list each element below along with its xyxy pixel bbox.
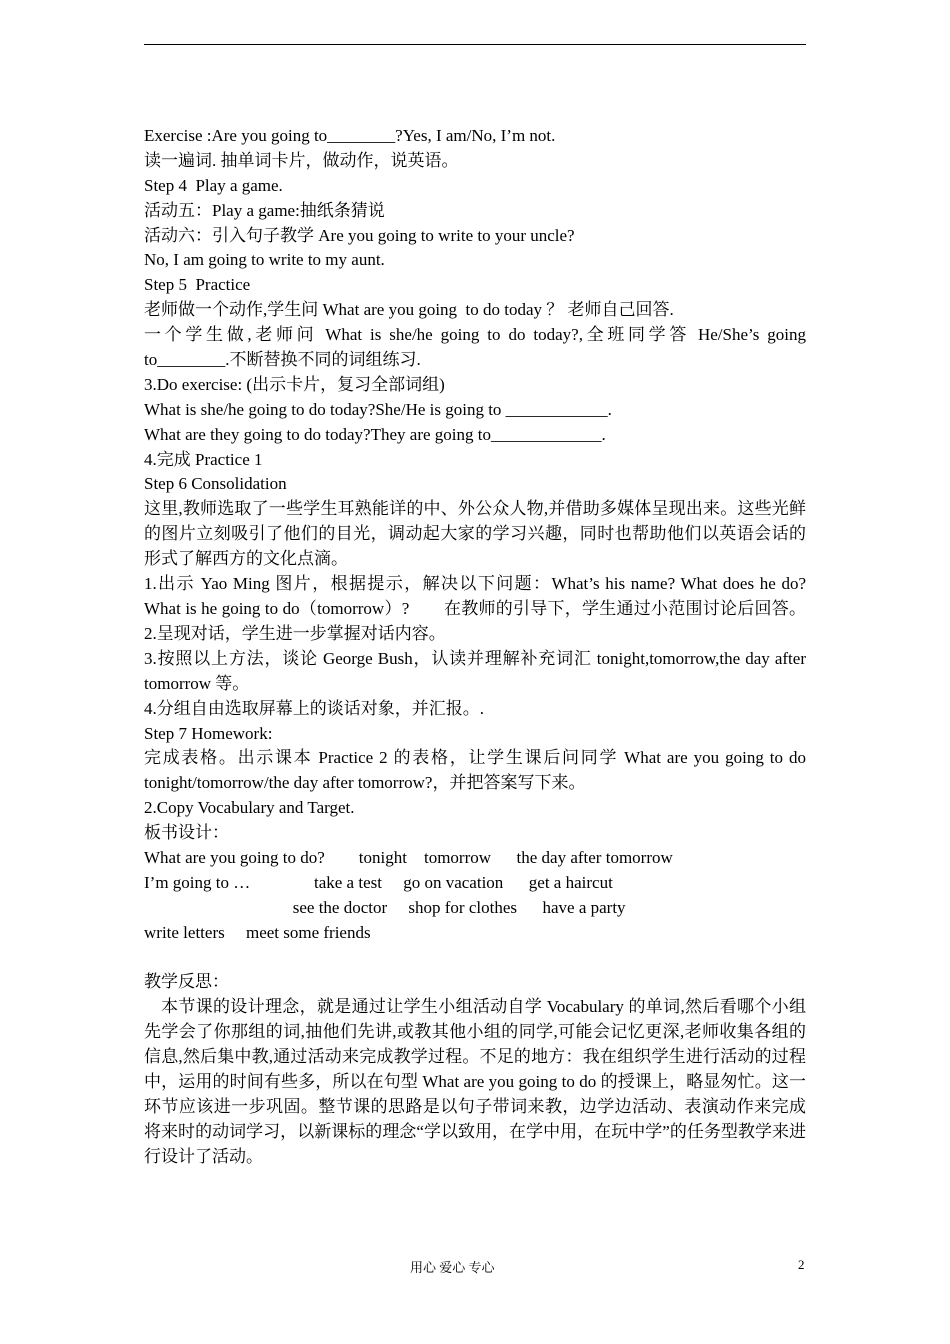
document-body (144, 124, 806, 1170)
spacer (144, 946, 806, 971)
board-line: write letters meet some friends (144, 922, 371, 942)
text-line: 活动六：引入句子教学 Are you going to write to your uncle? (144, 225, 575, 245)
text-line: What is she/he going to do today?She/He is going to ____________. (144, 399, 612, 419)
exercise-line: Exercise :Are you going to________?Yes, I am/No, I’m not. (144, 126, 556, 145)
text-line: 3.Do exercise: (出示卡片，复习全部词组) (144, 374, 445, 394)
reflection-heading: 教学反思： (144, 972, 229, 992)
text-line: 2.Copy Vocabulary and Target. (144, 798, 355, 818)
header-rule (144, 44, 806, 45)
text-line: 4.分组自由选取屏幕上的谈话对象，并汇报。. (144, 698, 484, 718)
text-line: 活动五：Play a game:抽纸条猜说 (144, 200, 385, 220)
reflection-paragraph: 本节课的设计理念，就是通过让学生小组活动自学 Vocabulary 的单词,然后看哪个小组先学会了你那组的词,抽他们先讲,或教其他小组的同学,可能会记忆更深,老师收集各组的信息,然后集中教,通过活动来完成教学过程。不足的地方：我在组织学生进行活动的过程中，运用的时间有些多，所以在句型 What are you going to do 的授课上，略显匆忙。这一环节应该进一步巩固。整节课的思路是以句子带词来教，边学边活动、表演动作来完成将来时的动词学习，以新课标的理念“学以致用，在学中用，在玩中学”的任务型教学来进行设计了活动。 (144, 997, 806, 1166)
text-line: 读一遍词. 抽单词卡片，做动作，说英语。 (144, 150, 459, 170)
text-line: What are they going to do today?They are going to_____________. (144, 424, 606, 444)
text-line: No, I am going to write to my aunt. (144, 250, 385, 270)
consolidation-paragraph: 这里,教师选取了一些学生耳熟能详的中、外公众人物,并借助多媒体呈现出来。这些光鲜的图片立刻吸引了他们的目光，调动起大家的学习兴趣，同时也帮助他们以英语会话的形式了解西方的文化点滴。 (144, 499, 806, 569)
step-heading: Step 7 Homework: (144, 723, 273, 743)
board-line: I’m going to … take a test go on vacation get a haircut (144, 872, 613, 892)
board-heading: 板书设计： (144, 823, 229, 843)
text-line: 老师做一个动作,学生问 What are you going to do today ？ 老师自己回答. (144, 300, 674, 320)
homework-paragraph: 完成表格。出示课本 Practice 2 的表格，让学生课后问同学 What are you going to do tonight/tomorrow/the day after tomorrow?，并把答案写下来。 (144, 748, 806, 793)
text-line: 4.完成 Practice 1 (144, 449, 263, 469)
board-line: see the doctor shop for clothes have a party (144, 897, 626, 917)
footer-motto: 用心 爱心 专心 (410, 1260, 495, 1275)
text-line: to________.不断替换不同的词组练习. (144, 350, 421, 370)
step-heading: Step 6 Consolidation (144, 474, 287, 494)
text-line: 一个学生做,老师问 What is she/he going to do today?,全班同学答 He/She’s going (144, 325, 806, 345)
step-heading: Step 5 Practice (144, 275, 251, 295)
bush-paragraph: 3.按照以上方法，谈论 George Bush，认读并理解补充词汇 tonight,tomorrow,the day after tomorrow 等。 (144, 648, 806, 693)
page-number: 2 (798, 1257, 805, 1272)
board-line: What are you going to do? tonight tomorrow the day after tomorrow (144, 847, 673, 867)
step-heading: Step 4 Play a game. (144, 175, 283, 195)
yaoming-paragraph: 1.出示 Yao Ming 图片，根据提示，解决以下问题：What’s his name? What does he do? What is he going to do（tomorrow）? 在教师的引导下，学生通过小范围讨论后回答。 2.呈现对话，学生进一步掌握对话内容。 (144, 574, 806, 643)
